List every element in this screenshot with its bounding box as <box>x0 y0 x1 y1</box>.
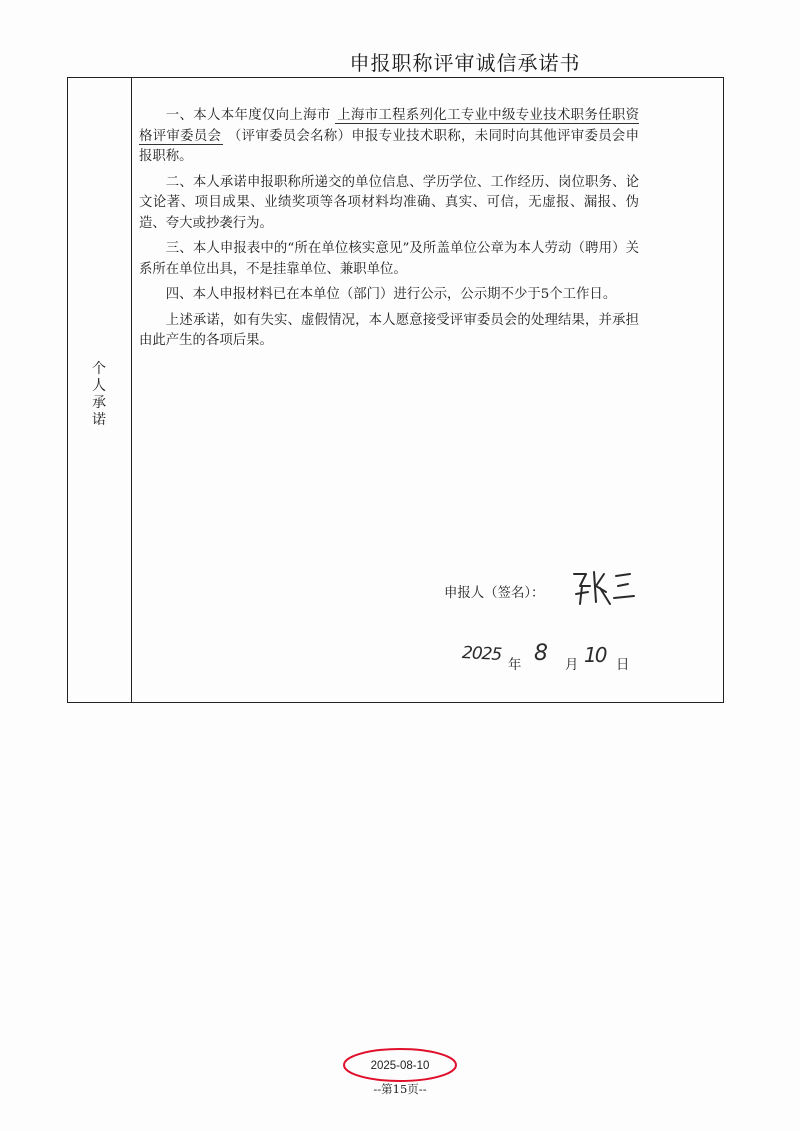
date-month: 8 <box>534 641 548 666</box>
date-day: 10 <box>584 643 606 667</box>
commitment-paragraph-3: 三、本人申报表中的“所在单位核实意见”及所盖单位公章为本人劳动（聘用）关系所在单位出具，不是挂靠单位、兼职单位。 <box>139 241 639 277</box>
handwritten-signature <box>566 566 638 610</box>
date-month-unit: 月 <box>565 658 579 673</box>
commitment-paragraph-4: 四、本人申报材料已在本单位（部门）进行公示，公示期不少于5个工作日。 <box>165 287 617 302</box>
commitment-body <box>139 106 639 357</box>
date-year-unit: 年 <box>508 658 522 673</box>
side-column <box>68 78 132 702</box>
sign-date <box>458 641 658 681</box>
page-number: --第15页-- <box>373 1082 427 1096</box>
side-label: 个人承诺 <box>92 361 106 428</box>
signer-label: 申报人（签名）： <box>444 586 545 601</box>
page-title: 申报职称评审诚信承诺书 <box>349 51 581 75</box>
commitment-paragraph-5: 上述承诺，如有失实、虚假情况，本人愿意接受评审委员会的处理结果，并承担由此产生的各项后果。 <box>139 312 639 348</box>
committee-name-field: 上海市工程系列化工专业中级专业技术职务任职资格评审委员会 <box>139 108 640 144</box>
stamp-date-text: 2025-08-10 <box>370 1060 430 1072</box>
para1-suffix: 申报专业技术职称，未同时向其他评审委员会申报职称。 <box>139 128 640 164</box>
date-stamp <box>342 1043 458 1083</box>
para1-note: （评审委员会名称） <box>227 128 352 144</box>
commitment-paragraph-1 <box>139 106 639 168</box>
date-day-unit: 日 <box>616 658 630 673</box>
commitment-paragraph-2: 二、本人承诺申报职称所递交的单位信息、学历学位、工作经历、岗位职务、论文论著、项目成果、业绩奖项等各项材料均准确、真实、可信，无虚报、漏报、伪造、夸大或抄袭行为。 <box>139 174 639 231</box>
date-year: 2025 <box>461 642 502 666</box>
para1-prefix: 一、本人本年度仅向上海市 <box>165 108 331 123</box>
